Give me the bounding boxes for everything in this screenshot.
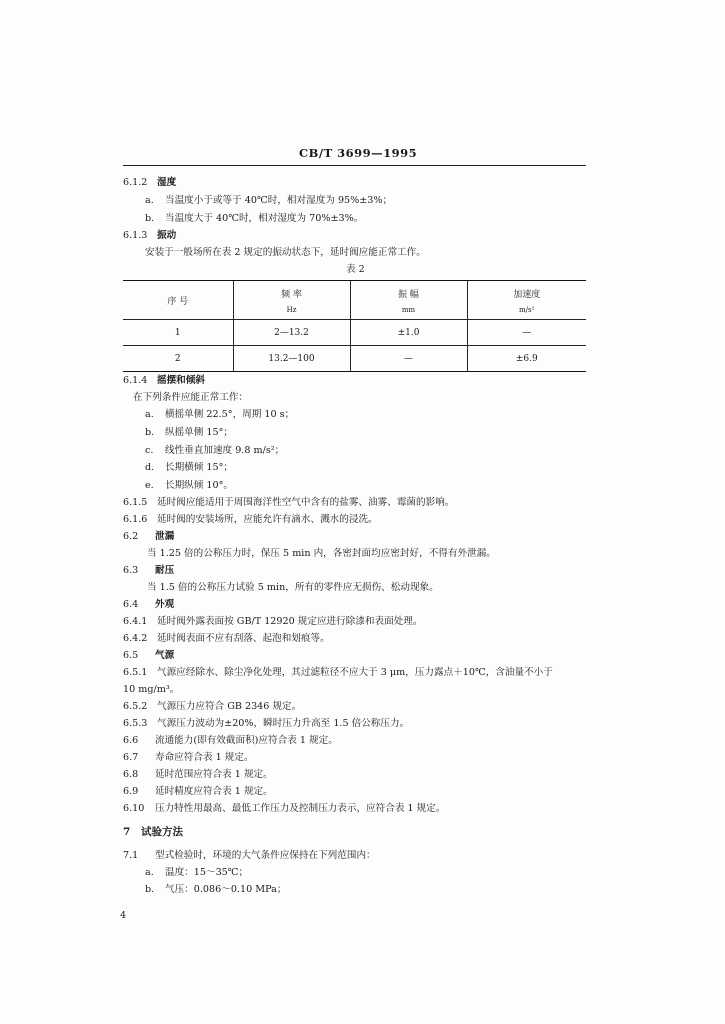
cell-frequency: 2—13.2 (233, 320, 350, 346)
header-rule (123, 165, 586, 166)
cell-seq: 1 (123, 320, 233, 346)
clause-6-1-2: 6.1.2 湿度 (123, 177, 177, 188)
clause-6-5-1: 6.5.1 气源应经除水、除尘净化处理，其过滤粒径不应大于 3 μm，压力露点＋10℃，含油量不小于 (123, 667, 553, 678)
table-header-row (123, 281, 586, 320)
clause-6-5-1-cont: 10 mg/m³。 (123, 684, 180, 695)
clause-6-1-4-d: d. 长期横倾 15°； (145, 462, 234, 473)
page-number: 4 (120, 910, 127, 921)
clause-7-1: 7.1 型式检验时，环境的大气条件应保持在下列范围内： (123, 850, 376, 861)
clause-7-1-a: a. 温度：15～35℃； (145, 867, 249, 878)
clause-7-1-b: b. 气压：0.086～0.10 MPa； (145, 884, 287, 895)
clause-6-10: 6.10 压力特性用最高、最低工作压力及控制压力表示，应符合表 1 规定。 (123, 803, 446, 814)
clause-6-4: 6.4 外观 (123, 599, 175, 610)
clause-6-8: 6.8 延时范围应符合表 1 规定。 (123, 769, 273, 780)
clause-6-9: 6.9 延时精度应符合表 1 规定。 (123, 786, 273, 797)
clause-6-3: 6.3 耐压 (123, 565, 175, 576)
clause-6-6: 6.6 流通能力(即有效截面积)应符合表 1 规定。 (123, 735, 338, 746)
clause-6-4-1: 6.4.1 延时阀外露表面按 GB/T 12920 规定应进行除漆和表面处理。 (123, 616, 423, 627)
clause-6-5-3: 6.5.3 气源压力波动为±20%，瞬时压力升高至 1.5 倍公称压力。 (123, 718, 410, 729)
clause-6-7: 6.7 寿命应符合表 1 规定。 (123, 752, 254, 763)
cell-amplitude: — (350, 346, 467, 372)
header-seq: 序 号 (123, 281, 233, 320)
clause-6-3-text: 当 1.5 倍的公称压力试验 5 min，所有的零件应无损伤、松动现象。 (147, 582, 439, 593)
clause-6-2-text: 当 1.25 倍的公称压力时，保压 5 min 内，各密封面均应密封好，不得有外泄漏。 (147, 548, 496, 559)
table-row (123, 320, 586, 346)
clause-6-1-5: 6.1.5 延时阀应能适用于周围海洋性空气中含有的盐雾、油雾、霉菌的影响。 (123, 497, 455, 508)
clause-6-1-4: 6.1.4 摇摆和倾斜 (123, 375, 205, 386)
section-7-heading: 7 试验方法 (123, 826, 183, 838)
clause-6-2: 6.2 泄漏 (123, 531, 175, 542)
clause-6-1-4-a: a. 横摇单侧 22.5°，周期 10 s； (145, 409, 295, 420)
clause-6-4-2: 6.4.2 延时阀表面不应有刮落、起泡和划痕等。 (123, 633, 330, 644)
vibration-table (123, 280, 586, 372)
cell-amplitude: ±1.0 (350, 320, 467, 346)
clause-6-1-6: 6.1.6 延时阀的安装场所，应能允许有滴水、溅水的浸洗。 (123, 514, 378, 525)
table-row (123, 346, 586, 372)
clause-6-1-4-e: e. 长期纵倾 10°。 (145, 480, 234, 491)
header-amplitude: 振 幅 mm (350, 281, 467, 320)
clause-6-1-2-b: b. 当温度大于 40℃时，相对湿度为 70%±3%。 (145, 213, 364, 224)
cell-frequency: 13.2—100 (233, 346, 350, 372)
cell-seq: 2 (123, 346, 233, 372)
clause-6-1-2-a: a. 当温度小于或等于 40℃时，相对湿度为 95%±3%； (145, 195, 393, 206)
cell-acceleration: ±6.9 (467, 346, 586, 372)
clause-6-5-2: 6.5.2 气源压力应符合 GB 2346 规定。 (123, 701, 302, 712)
clause-6-1-3: 6.1.3 振动 (123, 230, 177, 241)
clause-6-5: 6.5 气源 (123, 650, 175, 661)
header-acceleration: 加速度 m/s² (467, 281, 586, 320)
header-frequency: 频 率 Hz (233, 281, 350, 320)
clause-6-1-3-text: 安装于一般场所在表 2 规定的振动状态下，延时阀应能正常工作。 (145, 247, 426, 258)
cell-acceleration: — (467, 320, 586, 346)
clause-6-1-4-b: b. 纵摇单侧 15°； (145, 427, 234, 438)
standard-code: CB/T 3699—1995 (299, 146, 418, 160)
table-2-caption: 表 2 (346, 264, 365, 275)
clause-6-1-4-text: 在下列条件应能正常工作： (133, 392, 249, 403)
clause-6-1-4-c: c. 线性垂直加速度 9.8 m/s²； (145, 445, 285, 456)
